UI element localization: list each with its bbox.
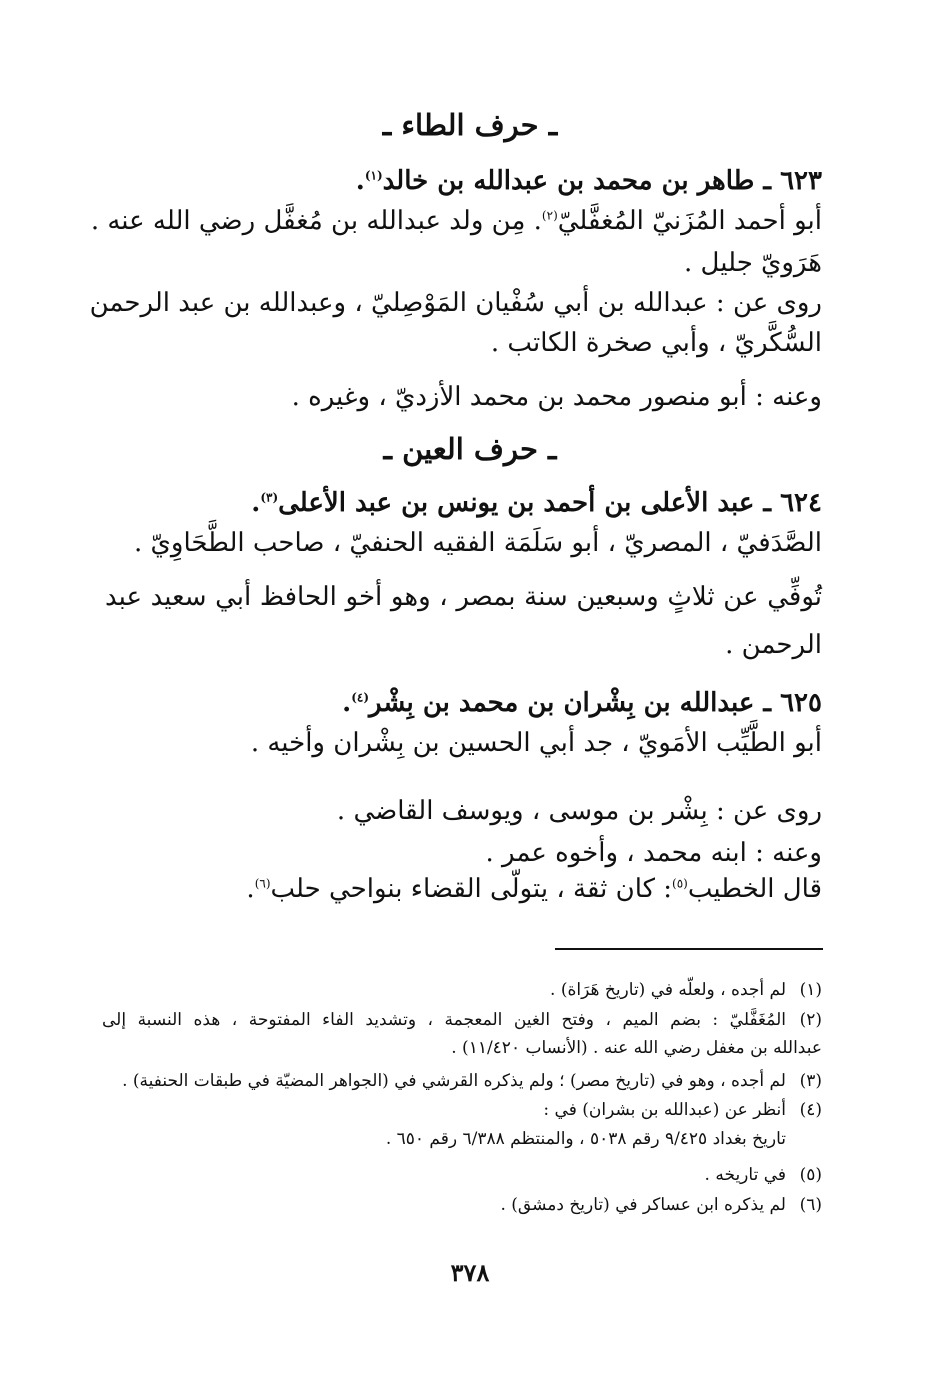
- footnote-number: (٥): [799, 1165, 822, 1185]
- footnote-5: [102, 1167, 822, 1184]
- footnote-ref-5: (٥): [672, 876, 688, 891]
- entry-625-title-text: ٦٢٥ ـ عبدالله بن بِشْران بن محمد بن بِشْر: [369, 688, 822, 718]
- entry-623-title-end: .: [355, 166, 365, 196]
- footnote-ref-1: (١): [364, 168, 383, 183]
- footnote-number: (٣): [799, 1071, 822, 1091]
- footnote-1: [102, 982, 822, 999]
- entry-623-line-3: روى عن : عبدالله بن أبي سُفْيان المَوْصِليّ ، وعبدالله بن عبد الرحمن: [89, 288, 822, 318]
- footnote-ref-2: (٢): [541, 208, 558, 223]
- entry-625-khatib-quote: : كان ثقة ، يتولّى القضاء بنواحي حلب: [270, 874, 673, 904]
- footnote-number: (١): [799, 980, 822, 1000]
- footnote-text: لم يذكره ابن عساكر في (تاريخ دمشق) .: [500, 1195, 786, 1215]
- footnote-number: (٦): [799, 1195, 822, 1215]
- entry-623-line-1: [90, 206, 822, 236]
- entry-625-line-1: أبو الطَّيِّب الأمَويّ ، جد أبي الحسين بن بِشْران وأخيه .: [250, 728, 822, 758]
- footnote-ref-3: (٣): [260, 490, 279, 505]
- page-number: ٣٧٨: [450, 1258, 490, 1287]
- entry-625-line-3: وعنه : ابنه محمد ، وأخوه عمر .: [485, 838, 822, 868]
- entry-624-line-3: الرحمن .: [725, 630, 822, 660]
- entry-623-lineage: . مِن ولد عبدالله بن مُغفَّل رضي الله عنه .: [90, 206, 542, 236]
- section-heading-ayn: ـ حرف العين ـ: [383, 432, 557, 466]
- entry-625-title-end: .: [342, 688, 352, 718]
- footnote-number: (٤): [799, 1100, 822, 1120]
- footnote-text: أنظر عن (عبدالله بن بشران) في :: [543, 1100, 786, 1120]
- entry-623-line-2: هَرَويّ جليل .: [684, 248, 822, 278]
- entry-624-title-end: .: [251, 488, 261, 518]
- section-heading-ta: ـ حرف الطاء ـ: [382, 108, 558, 142]
- footnote-text: المُغَفَّليّ : بضم الميم ، وفتح الغين المعجمة ، وتشديد الفاء المفتوحة ، هذه النسبة إلى: [102, 1010, 786, 1030]
- footnote-text: لم أجده ، ولعلّه في (تاريخ هَرَاة) .: [550, 980, 786, 1000]
- entry-625-title: [105, 690, 822, 716]
- entry-624-line-1: الصَّدَفيّ ، المصريّ ، أبو سَلَمَة الفقيه الحنفيّ ، صاحب الطَّحَاوِيّ .: [134, 528, 822, 558]
- footnote-text: في تاريخه .: [704, 1165, 786, 1185]
- entry-625-line-2: روى عن : بِشْر بن موسى ، ويوسف القاضي .: [336, 796, 822, 826]
- footnote-number: (٢): [799, 1010, 822, 1030]
- entry-624-title: [105, 490, 822, 516]
- footnote-separator: [555, 948, 823, 950]
- entry-623-title-text: ٦٢٣ ـ طاهر بن محمد بن عبدالله بن خالد: [382, 166, 822, 196]
- footnote-4: [102, 1102, 822, 1119]
- entry-625-khatib: قال الخطيب: [687, 874, 822, 904]
- footnote-ref-6: (٦): [254, 876, 271, 891]
- footnote-4-continued: [102, 1131, 786, 1148]
- footnote-3: [102, 1073, 822, 1090]
- footnote-6: [102, 1197, 822, 1214]
- entry-623-nisba: أبو أحمد المُزَنيّ المُغفَّليّ: [557, 206, 822, 236]
- footnote-2-continued: [102, 1040, 822, 1057]
- entry-625-end: .: [246, 874, 255, 904]
- entry-623-line-4: السُّكَّريّ ، وأبي صخرة الكاتب .: [490, 328, 822, 358]
- footnote-text: تاريخ بغداد ٩/٤٢٥ رقم ٥٠٣٨ ، والمنتظم ٦/٣٨٨ رقم ٦٥٠ .: [385, 1129, 786, 1149]
- entry-625-line-4: [105, 876, 822, 902]
- footnote-text: لم أجده ، وهو في (تاريخ مصر) ؛ ولم يذكره القرشي في (الجواهر المضيّة في طبقات الحنفية) .: [122, 1071, 786, 1091]
- footnote-2: [102, 1012, 822, 1029]
- entry-624-title-text: ٦٢٤ ـ عبد الأعلى بن أحمد بن يونس بن عبد الأعلى: [278, 488, 822, 518]
- entry-624-line-2: تُوفِّي عن ثلاثٍ وسبعين سنة بمصر ، وهو أخو الحافظ أبي سعيد عبد: [105, 582, 822, 612]
- footnote-text: عبدالله بن مغفل رضي الله عنه . (الأنساب ١١/٤٢٠) .: [451, 1038, 822, 1058]
- footnote-ref-4: (٤): [351, 690, 370, 705]
- entry-623-title: [105, 168, 822, 194]
- entry-623-line-5: وعنه : أبو منصور محمد بن محمد الأزديّ ، وغيره .: [291, 382, 822, 412]
